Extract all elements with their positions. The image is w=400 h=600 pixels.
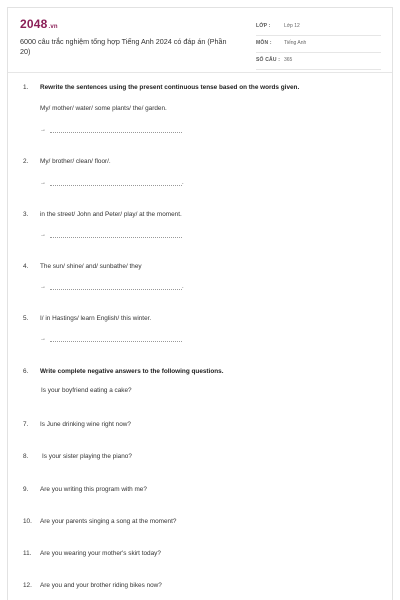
arrow-icon: → <box>40 232 46 238</box>
document-page <box>7 7 393 600</box>
arrow-icon: → <box>40 336 46 342</box>
question-text: Are your parents singing a song at the moment? <box>40 518 177 525</box>
question-number: 5. <box>23 315 29 322</box>
page-title: 6000 câu trắc nghiệm tổng hợp Tiếng Anh 2024 có đáp án (Phần 20) <box>20 37 227 56</box>
question-number: 1. <box>23 84 29 91</box>
question-6-sentence: Is your boyfriend eating a cake? <box>41 387 132 394</box>
question-text: Is your sister playing the piano? <box>42 453 132 460</box>
site-logo[interactable] <box>20 17 58 31</box>
arrow-icon: → <box>40 127 46 133</box>
question-text: Are you writing this program with me? <box>40 486 147 493</box>
document-header <box>8 8 392 66</box>
question-text: My/ brother/ clean/ floor/. <box>40 158 111 165</box>
question-number: 9. <box>23 486 29 493</box>
question-number: 6. <box>23 368 29 375</box>
header-divider <box>8 72 392 73</box>
meta-value: 365 <box>284 57 293 63</box>
period: . <box>182 284 184 290</box>
question-number: 7. <box>23 421 29 428</box>
question-number: 4. <box>23 263 29 270</box>
question-text: I/ in Hastings/ learn English/ this winter. <box>40 315 152 322</box>
meta-row-subject <box>256 36 381 53</box>
question-number: 8. <box>23 453 29 460</box>
answer-line-2[interactable] <box>40 180 184 186</box>
meta-label: SỐ CÂU : <box>256 57 281 63</box>
arrow-icon: → <box>40 180 46 186</box>
question-number: 3. <box>23 211 29 218</box>
answer-line-4[interactable] <box>40 284 184 290</box>
question-number: 10. <box>23 518 32 525</box>
question-number: 12. <box>23 582 32 589</box>
question-text: Are you wearing your mother's skirt today? <box>40 550 161 557</box>
answer-line-1[interactable] <box>40 127 182 133</box>
meta-row-class <box>256 19 381 36</box>
question-text: in the street/ John and Peter/ play/ at the moment. <box>40 211 182 218</box>
answer-line-3[interactable] <box>40 232 182 238</box>
question-number: 2. <box>23 158 29 165</box>
meta-label: MÔN : <box>256 40 272 46</box>
question-text: The sun/ shine/ and/ sunbathe/ they <box>40 263 142 270</box>
question-text: Is June drinking wine right now? <box>40 421 131 428</box>
meta-value: Lớp 12 <box>284 23 300 29</box>
question-1-sentence: My/ mother/ water/ some plants/ the/ garden. <box>40 105 167 112</box>
document-meta <box>256 19 381 70</box>
period: . <box>182 180 184 186</box>
meta-value: Tiếng Anh <box>284 40 307 46</box>
question-text: Are you and your brother riding bikes now? <box>40 582 162 589</box>
question-number: 11. <box>23 550 32 557</box>
answer-line-5[interactable] <box>40 336 182 342</box>
logo-tld: .vn <box>48 24 58 30</box>
question-instruction: Rewrite the sentences using the present continuous tense based on the words given. <box>40 84 300 91</box>
logo-brand: 2048 <box>20 17 48 31</box>
arrow-icon: → <box>40 284 46 290</box>
meta-label: LỚP : <box>256 23 271 29</box>
question-instruction: Write complete negative answers to the following questions. <box>40 368 224 375</box>
meta-row-count <box>256 53 381 70</box>
